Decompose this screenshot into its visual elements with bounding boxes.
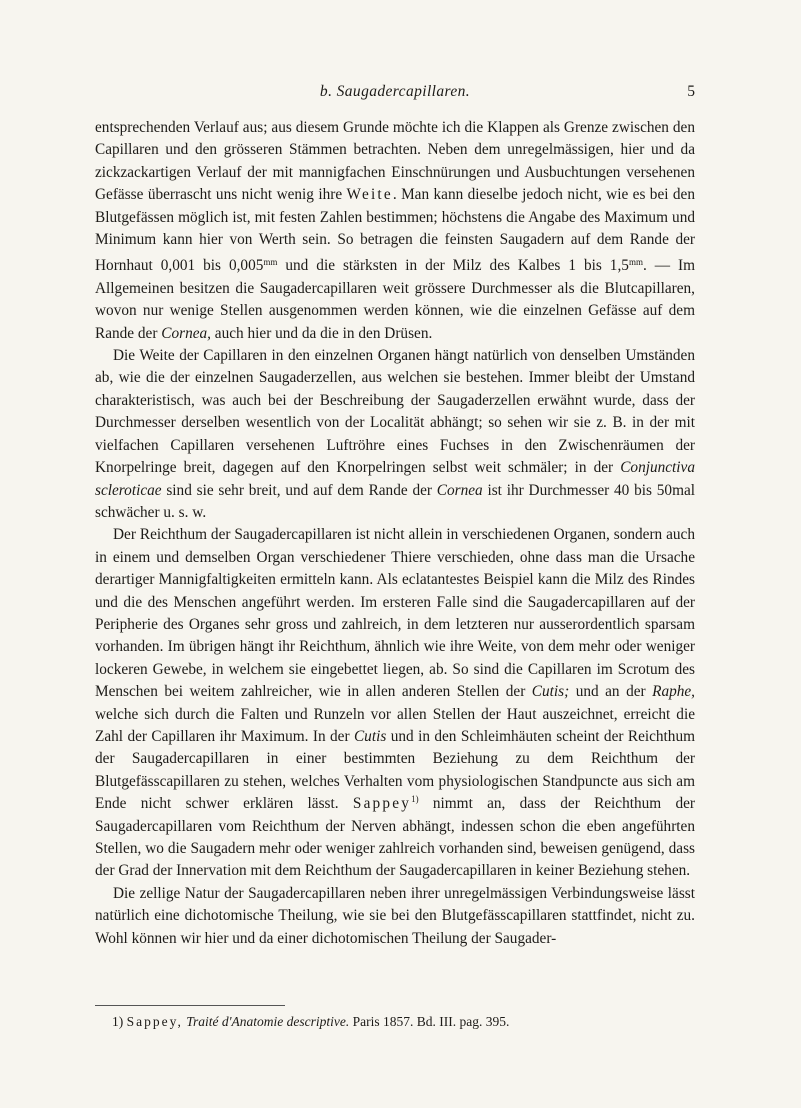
- paragraph: [95, 117, 695, 345]
- footnote-reference: 1): [411, 794, 419, 805]
- running-head: [95, 83, 695, 107]
- unit-superscript: mm: [263, 257, 278, 268]
- text-run: . Man kann dieselbe jedoch nicht, wie es bei den Blutgefässen möglich ist, mit festen Zahlen bestimmen; höchstens die Angabe des Maximum und Minimum kann hier von Werth sein. So betragen die feinsten Saugadern auf dem Rande der Hornhaut 0,001 bis 0,005: [95, 186, 695, 275]
- unit-superscript: mm: [628, 257, 643, 268]
- text-run: und an der: [569, 683, 653, 701]
- running-title: b. Saugadercapillaren.: [319, 83, 471, 100]
- paragraph: [95, 883, 695, 950]
- italic-term: Cornea: [436, 481, 483, 499]
- spaced-emphasis: Sappey: [352, 795, 412, 813]
- italic-term: Cornea,: [161, 324, 211, 342]
- text-run: entsprechenden Verlauf aus; aus diesem Grunde möchte ich die Klappen als Grenze zwischen den Capillaren und den grösseren Stämmen betrachten. Neben dem unregelmässigen, hier und da zickzackartigen Verlauf der mit mannigfachen Einschnürungen und Ausbuchtungen versehenen Gefässe überrascht uns nicht wenig ihre: [95, 119, 695, 204]
- paragraph: [95, 524, 695, 883]
- footnote-rest: Paris 1857. Bd. III. pag. 395.: [352, 1014, 510, 1029]
- footnote: [112, 1013, 692, 1031]
- italic-term: Cutis: [353, 727, 387, 745]
- footnote-author: Sappey,: [126, 1014, 183, 1029]
- footnote-title: Traité d'Anatomie descriptive.: [186, 1014, 350, 1029]
- spaced-emphasis: Weite: [346, 186, 393, 204]
- footnote-rule: [95, 1005, 285, 1006]
- footnote-marker: 1): [112, 1014, 124, 1029]
- body-text: [95, 117, 695, 950]
- text-run: nimmt an, dass der Reichthum der Saugadercapillaren vom Reichthum der Nerven abhängt, indessen schon die eben angeführten Stellen, wo die Saugadern mehr oder weniger zahlreich vorhanden sind, beweisen genügend, dass der Grad der Innervation mit dem Reichthum der Saugadercapillaren in keiner Beziehung stehen.: [95, 795, 695, 880]
- text-run: . — Im Allgemeinen besitzen die Saugadercapillaren weit grössere Durchmesser als die Blutcapillaren, wovon nur wenige Stellen ausgenommen werden können, wie die einzelnen Gefässe auf dem Rande der: [95, 257, 696, 342]
- italic-term: Cutis;: [531, 683, 570, 701]
- italic-term: Conjunctiva scleroticae: [95, 459, 695, 499]
- italic-term: Raphe,: [652, 683, 695, 701]
- text-run: auch hier und da die in den Drüsen.: [210, 324, 433, 342]
- text-run: ist ihr Durchmesser 40 bis 50mal schwächer u. s. w.: [95, 481, 696, 521]
- paragraph: [95, 345, 695, 524]
- page-number: 5: [687, 83, 695, 100]
- text-run: Der Reichthum der Saugadercapillaren ist nicht allein in verschiedenen Organen, sondern auch in einem und demselben Organ verschiedener Thiere verschieden, ohne dass man die Ursache derartiger Mannigfaltigkeiten ermitteln kann. Als eclatantestes Beispiel kann die Milz des Rindes und die des Menschen angeführt werden. Im ersteren Falle sind die Saugadercapillaren auf der Peripherie des Organes sehr gross und zahlreich, in dem letzteren nur ausserordentlich sparsam vorhanden. Im übrigen hängt ihr Reichthum, ähnlich wie ihre Weite, von dem mehr oder weniger lockeren Gewebe, in welchem sie eingebettet liegen, ab. So sind die Capillaren im Scrotum des Menschen bei weitem zahlreicher, wie in allen anderen Stellen der: [95, 526, 695, 701]
- text-run: und in den Schleimhäuten scheint der Reichthum der Saugadercapillaren in einer bestimmten Beziehung zu dem Reichthum der Blutgefässcapillaren zu stehen, welches Verhalten vom physiologischen Standpuncte aus sich am Ende nicht schwer erklären lässt.: [95, 727, 695, 813]
- text-run: welche sich durch die Falten und Runzeln vor allen Stellen der Haut auszeichnet, erreicht die Zahl der Capillaren ihr Maximum. In der: [95, 705, 695, 745]
- text-run: Die zellige Natur der Saugadercapillaren neben ihrer unregelmässigen Verbindungsweise lässt natürlich eine dichotomische Theilung, wie sie bei den Blutgefässcapillaren stattfindet, nicht zu. Wohl können wir hier und da einer dichotomischen Theilung der Saugader-: [95, 884, 695, 947]
- text-run: Die Weite der Capillaren in den einzelnen Organen hängt natürlich von denselben Umständen ab, wie die der einzelnen Saugaderzellen, aus welchen sie bestehen. Immer bleibt der Umstand charakteristisch, was auch bei der Beschreibung der Saugaderzellen erwähnt wurde, dass der Durchmesser derselben wesentlich von der Localität abhängt; so sehen wir sie z. B. in der mit vielfachen Capillaren versehenen Luftröhre eines Fuchses in den Zwischenräumen der Knorpelringe breit, dagegen auf den Knorpelringen selbst weit schmäler; in der: [95, 347, 695, 477]
- text-run: sind sie sehr breit, und auf dem Rande der: [161, 481, 437, 499]
- text-run: und die stärksten in der Milz des Kalbes 1 bis 1,5: [277, 257, 629, 275]
